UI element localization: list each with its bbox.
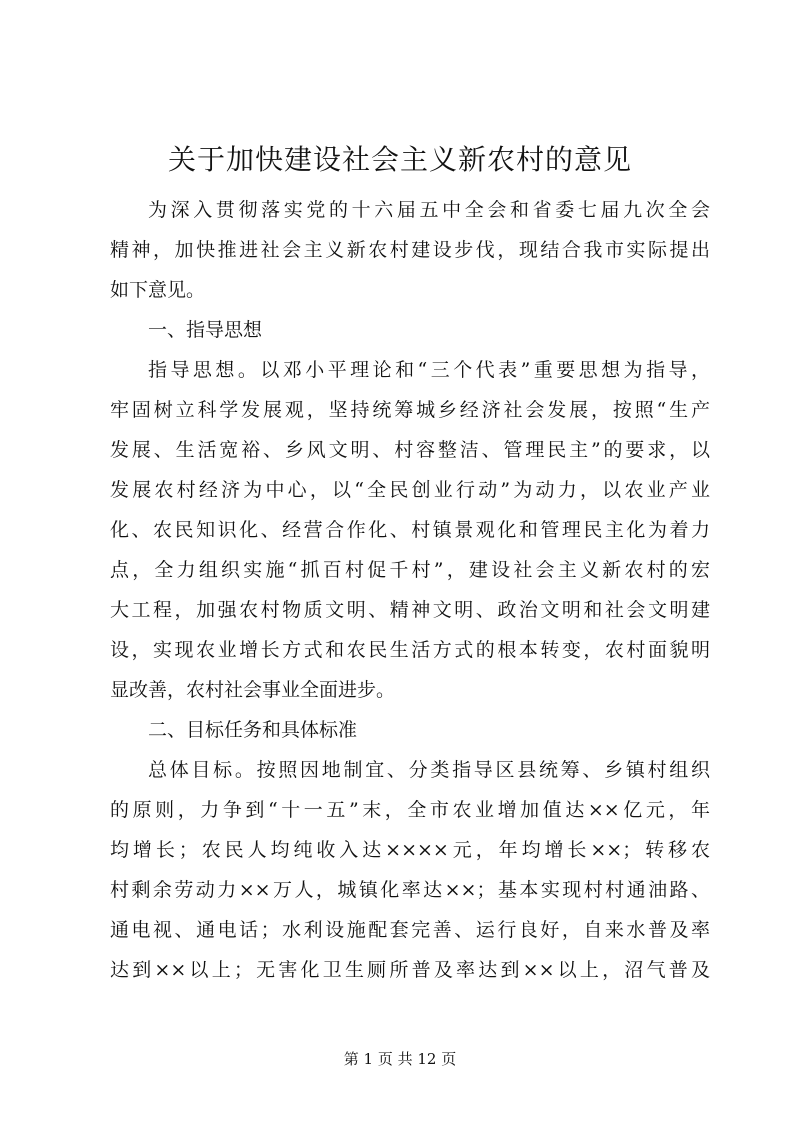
body-line: 达到××以上；无害化卫生厕所普及率达到××以上，沼气普及 [110, 959, 710, 981]
document-body [110, 190, 710, 990]
body-line: 牢固树立科学发展观，坚持统筹城乡经济社会发展，按照“生产 [110, 399, 710, 421]
body-line: 为深入贯彻落实党的十六届五中全会和省委七届九次全会 [148, 199, 710, 221]
body-line: 如下意见。 [110, 279, 206, 301]
body-line: 大工程，加强农村物质文明、精神文明、政治文明和社会文明建 [110, 599, 710, 621]
body-line: 精神，加快推进社会主义新农村建设步伐，现结合我市实际提出 [110, 239, 710, 261]
body-line: 显改善，农村社会事业全面进步。 [110, 679, 396, 701]
body-line: 均增长；农民人均纯收入达××××元，年均增长××；转移农 [110, 839, 710, 861]
body-line: 总体目标。按照因地制宜、分类指导区县统筹、乡镇村组织 [148, 759, 710, 781]
page-footer: 第 1 页 共 12 页 [343, 1050, 457, 1068]
body-line: 化、农民知识化、经营合作化、村镇景观化和管理民主化为着力 [110, 519, 710, 541]
document-title: 关于加快建设社会主义新农村的意见 [167, 143, 632, 176]
body-line: 村剩余劳动力××万人，城镇化率达××；基本实现村村通油路、 [110, 879, 710, 901]
body-line: 指导思想。以邓小平理论和“三个代表”重要思想为指导， [148, 359, 710, 381]
section-heading: 二、目标任务和具体标准 [148, 719, 358, 741]
section-heading: 一、指导思想 [148, 319, 263, 341]
body-line: 点，全力组织实施“抓百村促千村”，建设社会主义新农村的宏 [110, 559, 710, 581]
body-line: 设，实现农业增长方式和农民生活方式的根本转变，农村面貌明 [110, 639, 710, 661]
body-line: 发展农村经济为中心，以“全民创业行动”为动力，以农业产业 [110, 479, 710, 501]
body-line: 的原则，力争到“十一五”末，全市农业增加值达××亿元，年 [110, 799, 710, 821]
body-line: 通电视、通电话；水利设施配套完善、运行良好，自来水普及率 [110, 919, 710, 941]
body-line: 发展、生活宽裕、乡风文明、村容整洁、管理民主”的要求，以 [110, 439, 710, 461]
